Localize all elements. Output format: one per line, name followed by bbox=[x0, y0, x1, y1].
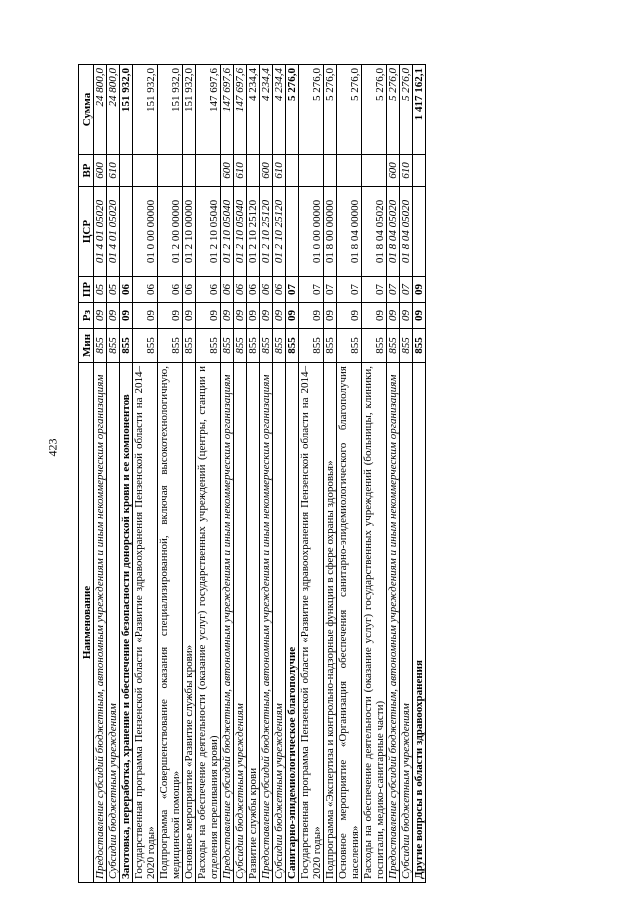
table-row bbox=[133, 65, 158, 883]
table-row bbox=[234, 65, 247, 883]
cell-csr: 01 8 04 05020 bbox=[387, 187, 400, 277]
cell-csr: 01 2 10 05040 bbox=[196, 187, 221, 277]
cell-pr: 06 bbox=[234, 277, 247, 303]
header-pr: ПР bbox=[79, 277, 94, 303]
cell-rz: 09 bbox=[247, 303, 260, 329]
cell-vr: 610 bbox=[107, 155, 120, 187]
table-row bbox=[324, 65, 337, 883]
cell-min: 855 bbox=[260, 329, 273, 363]
cell-csr: 01 2 10 25120 bbox=[273, 187, 286, 277]
cell-pr: 06 bbox=[196, 277, 221, 303]
cell-sum: 5 276,0 bbox=[299, 65, 324, 155]
cell-min: 855 bbox=[387, 329, 400, 363]
cell-vr: 600 bbox=[387, 155, 400, 187]
cell-sum: 24 800,0 bbox=[107, 65, 120, 155]
cell-sum: 4 234,4 bbox=[260, 65, 273, 155]
table-row bbox=[413, 65, 426, 883]
table-row bbox=[158, 65, 183, 883]
cell-min: 855 bbox=[324, 329, 337, 363]
cell-pr: 06 bbox=[158, 277, 183, 303]
cell-name: Подпрограмма «Совершенствование оказания специализированной, включая высокотехнологичную, медицинской помощи» bbox=[158, 363, 183, 883]
header-csr: ЦСР bbox=[79, 187, 94, 277]
cell-sum: 147 697,6 bbox=[221, 65, 234, 155]
cell-min: 855 bbox=[299, 329, 324, 363]
cell-sum: 1 417 162,1 bbox=[413, 65, 426, 155]
cell-sum: 5 276,0 bbox=[400, 65, 413, 155]
cell-pr: 05 bbox=[94, 277, 107, 303]
cell-name: Предоставление субсидий бюджетным, автономным учреждениям и иным некоммерческим организациям bbox=[221, 363, 234, 883]
cell-sum: 147 697,6 bbox=[196, 65, 221, 155]
cell-vr bbox=[247, 155, 260, 187]
cell-rz: 09 bbox=[362, 303, 387, 329]
cell-vr: 610 bbox=[400, 155, 413, 187]
cell-vr: 610 bbox=[234, 155, 247, 187]
cell-sum: 151 932,0 bbox=[158, 65, 183, 155]
cell-min: 855 bbox=[133, 329, 158, 363]
header-name: Наименование bbox=[79, 363, 94, 883]
cell-pr: 06 bbox=[120, 277, 133, 303]
cell-min: 855 bbox=[120, 329, 133, 363]
cell-name: Развитие службы крови bbox=[247, 363, 260, 883]
cell-vr: 600 bbox=[221, 155, 234, 187]
cell-name: Предоставление субсидий бюджетным, автономным учреждениям и иным некоммерческим организациям bbox=[260, 363, 273, 883]
cell-min: 855 bbox=[273, 329, 286, 363]
cell-name: Субсидии бюджетным учреждениям bbox=[234, 363, 247, 883]
cell-vr: 610 bbox=[273, 155, 286, 187]
table-header-row bbox=[79, 65, 94, 883]
cell-sum: 5 276,0 bbox=[324, 65, 337, 155]
cell-vr bbox=[196, 155, 221, 187]
cell-rz: 09 bbox=[107, 303, 120, 329]
cell-pr: 06 bbox=[133, 277, 158, 303]
cell-pr: 07 bbox=[387, 277, 400, 303]
cell-name: Субсидии бюджетным учреждениям bbox=[273, 363, 286, 883]
cell-name: Расходы на обеспечение деятельности (оказание услуг) государственных учреждений (больницы, клиники, госпитали, медико-санитарные части) bbox=[362, 363, 387, 883]
cell-sum: 5 276,0 bbox=[362, 65, 387, 155]
table-row bbox=[107, 65, 120, 883]
budget-table bbox=[78, 64, 426, 883]
cell-min: 855 bbox=[183, 329, 196, 363]
cell-min: 855 bbox=[337, 329, 362, 363]
cell-min: 855 bbox=[107, 329, 120, 363]
cell-pr: 07 bbox=[400, 277, 413, 303]
rotated-table-container bbox=[78, 65, 610, 883]
cell-csr bbox=[120, 187, 133, 277]
table-row bbox=[120, 65, 133, 883]
table-row bbox=[221, 65, 234, 883]
cell-csr: 01 8 04 00000 bbox=[337, 187, 362, 277]
cell-rz: 09 bbox=[183, 303, 196, 329]
cell-rz: 09 bbox=[260, 303, 273, 329]
cell-rz: 09 bbox=[234, 303, 247, 329]
cell-vr bbox=[183, 155, 196, 187]
cell-rz: 09 bbox=[196, 303, 221, 329]
cell-min: 855 bbox=[221, 329, 234, 363]
cell-csr: 01 8 04 05020 bbox=[362, 187, 387, 277]
cell-sum: 151 932,0 bbox=[133, 65, 158, 155]
cell-pr: 07 bbox=[299, 277, 324, 303]
cell-rz: 09 bbox=[133, 303, 158, 329]
cell-vr: 600 bbox=[260, 155, 273, 187]
cell-name: Государственная программа Пензенской области «Развитие здравоохранения Пензенской области на 2014–2020 годы» bbox=[299, 363, 324, 883]
cell-rz: 09 bbox=[337, 303, 362, 329]
cell-rz: 09 bbox=[387, 303, 400, 329]
cell-pr: 07 bbox=[337, 277, 362, 303]
cell-sum: 5 276,0 bbox=[387, 65, 400, 155]
cell-sum: 4 234,4 bbox=[247, 65, 260, 155]
cell-name: Предоставление субсидий бюджетным, автономным учреждениям и иным некоммерческим организациям bbox=[94, 363, 107, 883]
table-row bbox=[183, 65, 196, 883]
cell-pr: 06 bbox=[221, 277, 234, 303]
cell-sum: 151 932,0 bbox=[120, 65, 133, 155]
cell-min: 855 bbox=[94, 329, 107, 363]
cell-sum: 24 800,0 bbox=[94, 65, 107, 155]
cell-vr: 600 bbox=[94, 155, 107, 187]
cell-rz: 09 bbox=[286, 303, 299, 329]
cell-rz: 09 bbox=[94, 303, 107, 329]
cell-min: 855 bbox=[286, 329, 299, 363]
cell-name: Основное мероприятие «Развитие службы крови» bbox=[183, 363, 196, 883]
cell-pr: 07 bbox=[286, 277, 299, 303]
cell-pr: 07 bbox=[324, 277, 337, 303]
cell-csr: 01 2 10 25120 bbox=[247, 187, 260, 277]
cell-min: 855 bbox=[362, 329, 387, 363]
cell-csr: 01 4 01 05020 bbox=[94, 187, 107, 277]
cell-name: Подпрограмма «Экспертиза и контрольно-надзорные функции в сфере охраны здоровья» bbox=[324, 363, 337, 883]
cell-name: Государственная программа Пензенской области «Развитие здравоохранения Пензенской области на 2014–2020 годы» bbox=[133, 363, 158, 883]
cell-csr: 01 2 00 00000 bbox=[158, 187, 183, 277]
cell-vr bbox=[324, 155, 337, 187]
cell-vr bbox=[286, 155, 299, 187]
cell-rz: 09 bbox=[221, 303, 234, 329]
cell-name: Санитарно-эпидемиологическое благополучие bbox=[286, 363, 299, 883]
cell-csr: 01 2 10 05040 bbox=[234, 187, 247, 277]
header-rz: Рз bbox=[79, 303, 94, 329]
table-row bbox=[247, 65, 260, 883]
cell-rz: 09 bbox=[400, 303, 413, 329]
cell-csr: 01 0 00 00000 bbox=[299, 187, 324, 277]
cell-csr: 01 8 00 00000 bbox=[324, 187, 337, 277]
table-row bbox=[362, 65, 387, 883]
table-row bbox=[273, 65, 286, 883]
cell-name: Субсидии бюджетным учреждениям bbox=[400, 363, 413, 883]
cell-name: Другие вопросы в области здравоохранения bbox=[413, 363, 426, 883]
cell-pr: 06 bbox=[247, 277, 260, 303]
table-row bbox=[286, 65, 299, 883]
cell-vr bbox=[362, 155, 387, 187]
cell-min: 855 bbox=[400, 329, 413, 363]
cell-vr bbox=[337, 155, 362, 187]
cell-pr: 05 bbox=[107, 277, 120, 303]
cell-name: Расходы на обеспечение деятельности (оказание услуг) государственных учреждений (центры, станции и отделения переливания крови) bbox=[196, 363, 221, 883]
cell-sum: 5 276,0 bbox=[337, 65, 362, 155]
header-sum: Сумма bbox=[79, 65, 94, 155]
cell-csr: 01 2 10 25120 bbox=[260, 187, 273, 277]
cell-name: Предоставление субсидий бюджетным, автономным учреждениям и иным некоммерческим организациям bbox=[387, 363, 400, 883]
header-vr: ВР bbox=[79, 155, 94, 187]
cell-vr bbox=[299, 155, 324, 187]
cell-name: Основное мероприятие «Организация обеспечения санитарно-эпидемиологического благополучия населения» bbox=[337, 363, 362, 883]
table-row bbox=[196, 65, 221, 883]
cell-pr: 06 bbox=[260, 277, 273, 303]
table-row bbox=[299, 65, 324, 883]
cell-pr: 06 bbox=[273, 277, 286, 303]
cell-sum: 5 276,0 bbox=[286, 65, 299, 155]
cell-name: Субсидии бюджетным учреждениям bbox=[107, 363, 120, 883]
cell-csr: 01 2 10 05040 bbox=[221, 187, 234, 277]
cell-csr bbox=[413, 187, 426, 277]
cell-min: 855 bbox=[413, 329, 426, 363]
cell-sum: 147 697,6 bbox=[234, 65, 247, 155]
table-body bbox=[94, 65, 426, 883]
cell-csr: 01 8 04 05020 bbox=[400, 187, 413, 277]
cell-pr: 07 bbox=[362, 277, 387, 303]
cell-sum: 151 932,0 bbox=[183, 65, 196, 155]
table-row bbox=[337, 65, 362, 883]
cell-rz: 09 bbox=[120, 303, 133, 329]
cell-rz: 09 bbox=[299, 303, 324, 329]
cell-min: 855 bbox=[234, 329, 247, 363]
cell-rz: 09 bbox=[273, 303, 286, 329]
cell-vr bbox=[413, 155, 426, 187]
cell-csr bbox=[286, 187, 299, 277]
cell-min: 855 bbox=[247, 329, 260, 363]
cell-pr: 06 bbox=[183, 277, 196, 303]
table-row bbox=[387, 65, 400, 883]
page-number: 423 bbox=[45, 438, 60, 457]
cell-pr: 09 bbox=[413, 277, 426, 303]
cell-csr: 01 4 01 05020 bbox=[107, 187, 120, 277]
header-min: Мин bbox=[79, 329, 94, 363]
table-row bbox=[260, 65, 273, 883]
cell-rz: 09 bbox=[158, 303, 183, 329]
cell-min: 855 bbox=[158, 329, 183, 363]
cell-csr: 01 0 00 00000 bbox=[133, 187, 158, 277]
cell-rz: 09 bbox=[413, 303, 426, 329]
table-row bbox=[94, 65, 107, 883]
cell-vr bbox=[120, 155, 133, 187]
cell-vr bbox=[133, 155, 158, 187]
cell-csr: 01 2 10 00000 bbox=[183, 187, 196, 277]
cell-sum: 4 234,4 bbox=[273, 65, 286, 155]
cell-min: 855 bbox=[196, 329, 221, 363]
cell-vr bbox=[158, 155, 183, 187]
table-row bbox=[400, 65, 413, 883]
cell-rz: 09 bbox=[324, 303, 337, 329]
cell-name: Заготовка, переработка, хранение и обеспечение безопасности донорской крови и ее компонентов bbox=[120, 363, 133, 883]
